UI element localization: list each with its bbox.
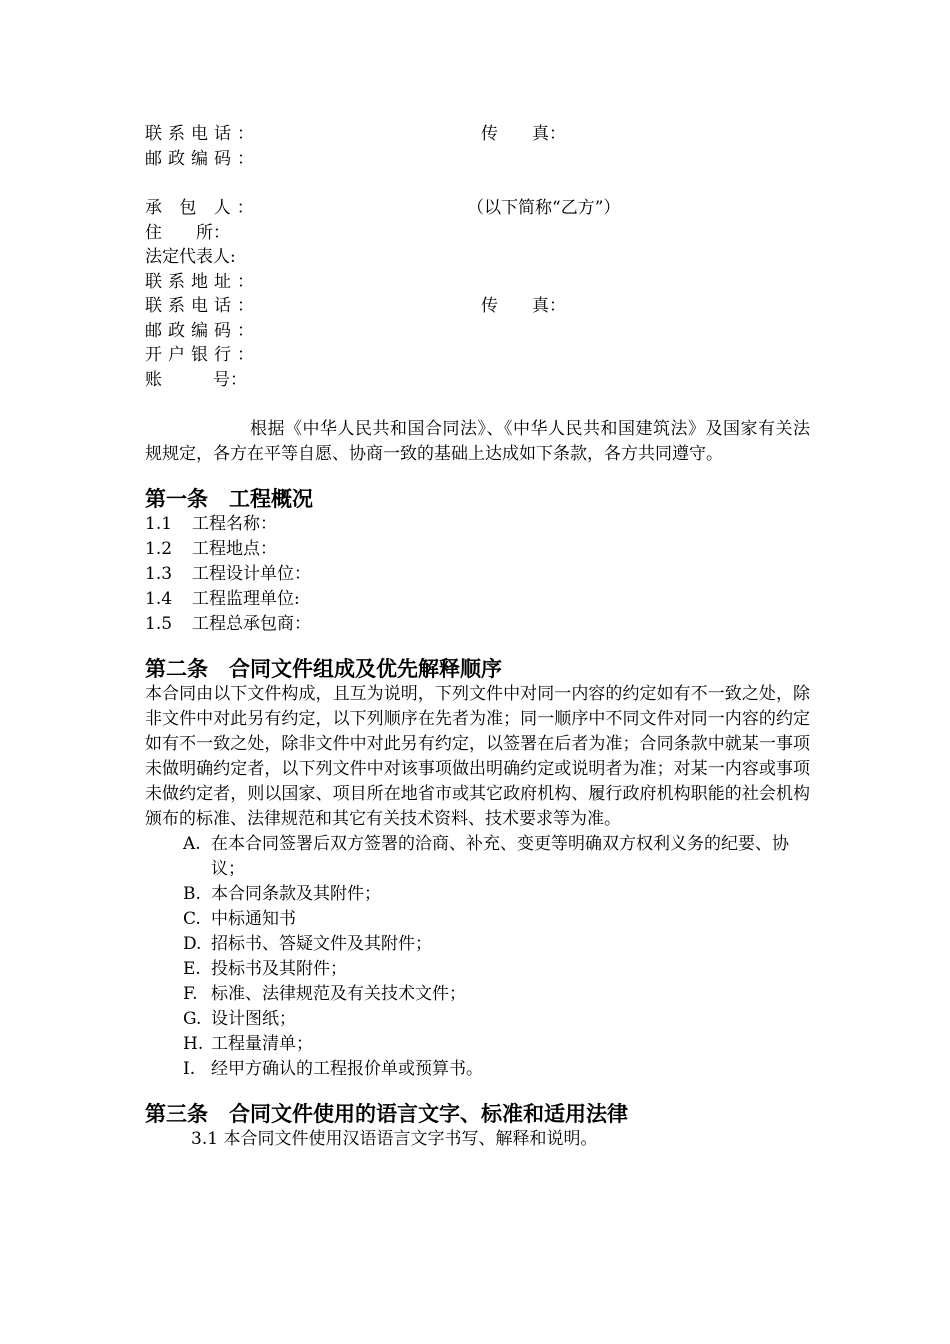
article-1-item: 1.5 工程总承包商：	[145, 614, 311, 634]
list-item: B. 本合同条款及其附件；	[183, 884, 381, 904]
fax-label: 传 真：	[481, 124, 566, 144]
account-label: 账 号：	[145, 369, 247, 390]
phone-label: 联系电话：	[145, 296, 260, 316]
article-3-heading: 第三条 合同文件使用的语言文字、标准和适用法律	[145, 1101, 628, 1126]
list-item: A. 在本合同签署后双方签署的洽商、补充、变更等明确双方权利义务的纪要、协议；	[183, 834, 789, 879]
spacer	[145, 171, 810, 196]
postcode-label: 邮政编码：	[145, 320, 260, 341]
party-b-postcode-row	[145, 319, 810, 344]
article-1-item: 1.4 工程监理单位:	[145, 589, 300, 609]
postcode-label: 邮政编码：	[145, 148, 260, 169]
article-1-item: 1.3 工程设计单位：	[145, 564, 311, 584]
list-item: I. 经甲方确认的工程报价单或预算书。	[183, 1059, 483, 1079]
party-a-postcode-row	[145, 147, 810, 172]
spacer	[145, 637, 810, 655]
list-item: C. 中标通知书	[183, 909, 296, 929]
contact-address-row	[145, 270, 810, 295]
article-2-heading: 第二条 合同文件组成及优先解释顺序	[145, 656, 502, 681]
phone-label: 联系电话：	[145, 124, 260, 144]
legal-rep-label: 法定代表人:	[145, 247, 236, 267]
article-1-item: 1.1 工程名称：	[145, 514, 277, 534]
list-item: D. 招标书、答疑文件及其附件；	[183, 934, 432, 954]
party-b-phone-row	[145, 294, 810, 319]
contract-page	[145, 122, 810, 1152]
contact-address-label: 联系地址：	[145, 271, 260, 292]
contractor-note: （以下简称“乙方”）	[467, 198, 621, 218]
account-row	[145, 368, 810, 393]
spacer	[145, 392, 810, 417]
party-a-phone-row	[145, 122, 810, 147]
contractor-row	[145, 196, 810, 221]
bank-label: 开户银行：	[145, 345, 260, 365]
address-label: 住 所：	[145, 222, 230, 243]
fax-label: 传 真：	[481, 296, 566, 316]
list-item: G. 设计图纸；	[183, 1009, 296, 1029]
preamble-paragraph: 根据《中华人民共和国合同法》、《中华人民共和国建筑法》及国家有关法规规定，各方在平等自愿、协商一致的基础上达成如下条款，各方共同遵守。	[145, 419, 810, 464]
address-row	[145, 221, 810, 246]
spacer	[145, 1082, 810, 1100]
list-item: H. 工程量清单；	[183, 1034, 313, 1054]
list-item: F. 标准、法律规范及有关技术文件；	[183, 984, 466, 1004]
bank-row	[145, 343, 810, 368]
list-item: E. 投标书及其附件；	[183, 959, 347, 979]
article-1-heading: 第一条 工程概况	[145, 486, 313, 511]
document-priority-list	[145, 832, 810, 1082]
spacer	[145, 467, 810, 485]
article-2-body: 本合同由以下文件构成，且互为说明，下列文件中对同一内容的约定如有不一致之处，除非文件中对此另有约定，以下列顺序在先者为准；同一顺序中不同文件对同一内容的约定如有不一致之处，除非文件中对此另有约定，以签署在后者为准；合同条款中就某一事项未做明确约定者，以下列文件中对该事项做出明确约定或说明者为准；对某一内容或事项未做约定者，则以国家、项目所在地省市或其它政府机构、履行政府机构职能的社会机构颁布的标准、法律规范和其它有关技术资料、技术要求等为准。	[145, 684, 810, 829]
article-3-clause: 3.1 本合同文件使用汉语语言文字书写、解释和说明。	[191, 1129, 598, 1149]
contractor-label: 承 包 人：	[145, 198, 260, 218]
legal-rep-row	[145, 245, 810, 270]
article-1-item: 1.2 工程地点：	[145, 539, 277, 559]
